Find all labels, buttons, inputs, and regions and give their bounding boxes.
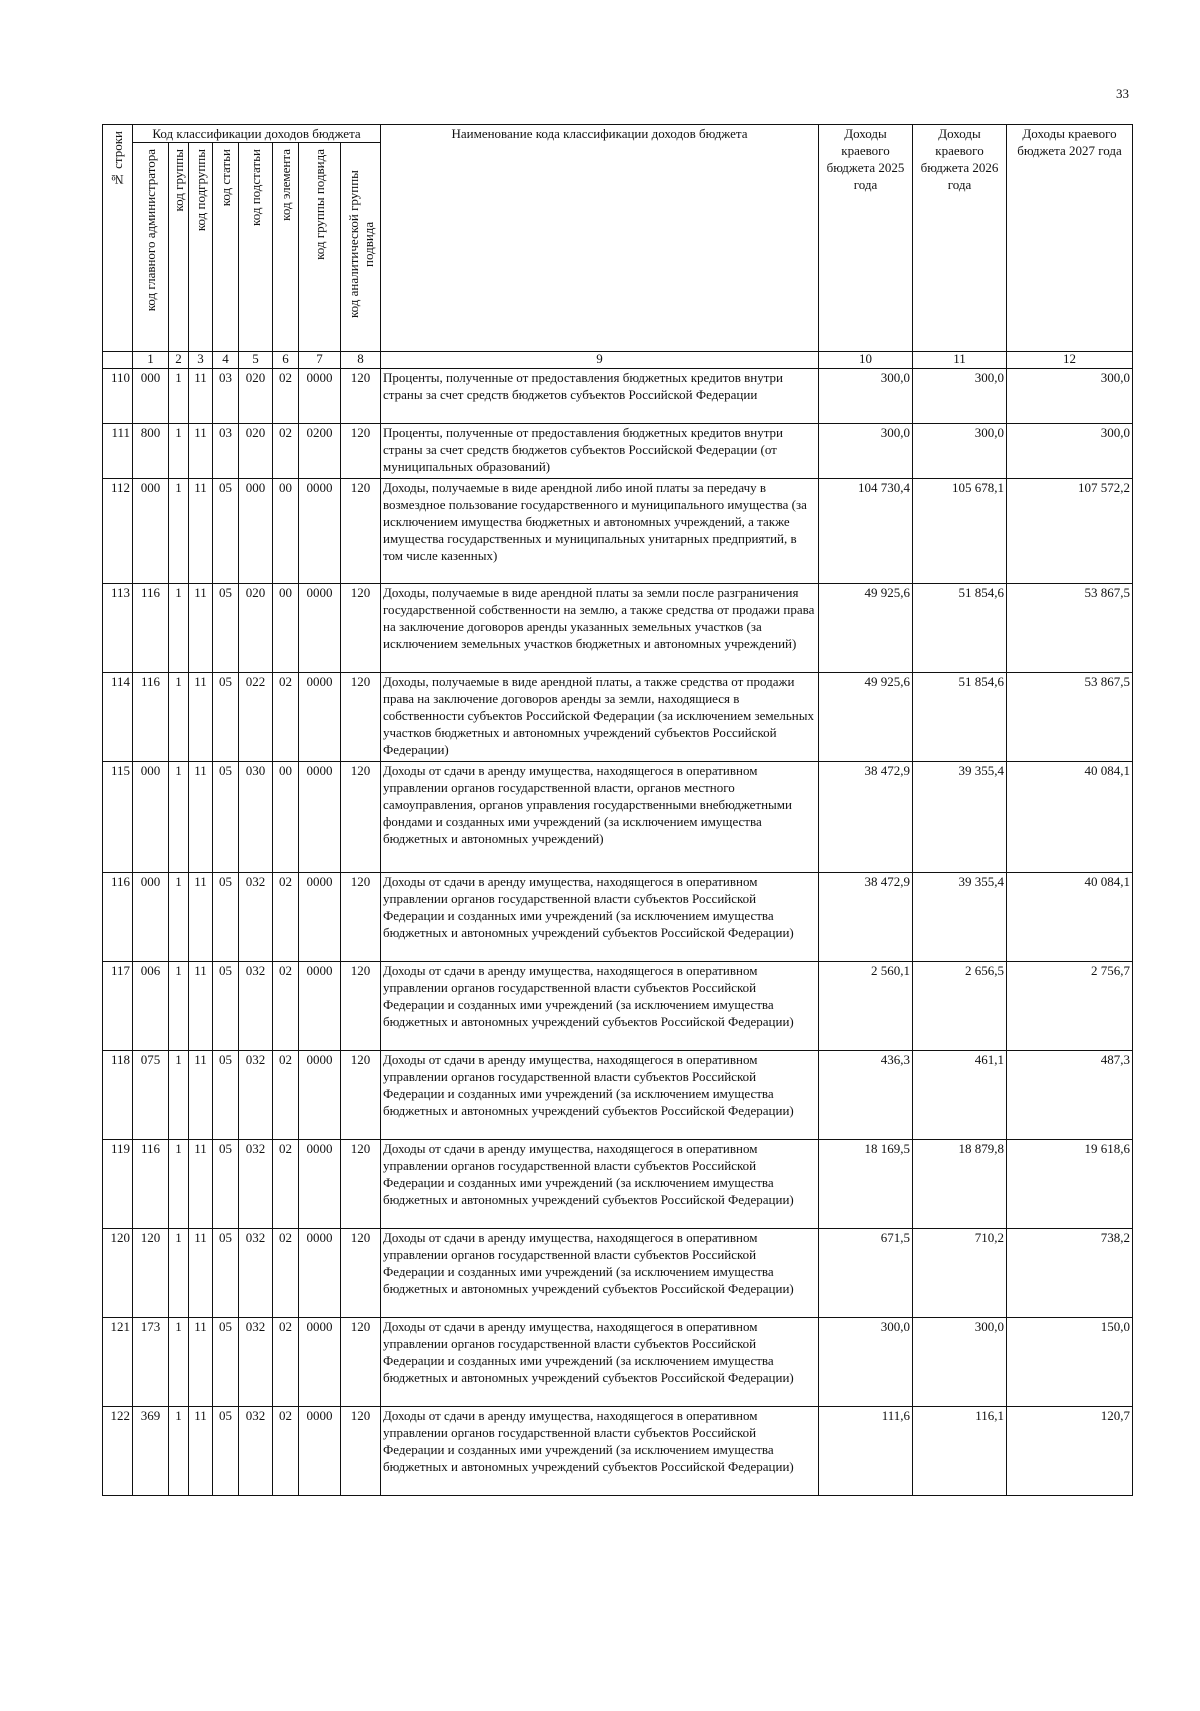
amount-2026: 461,1 <box>913 1051 1007 1140</box>
code-subgroup: 11 <box>189 762 213 873</box>
code-analytic-group: 120 <box>341 424 381 479</box>
code-element: 02 <box>273 1407 299 1496</box>
code-subarticle: 000 <box>239 479 273 584</box>
row-number: 122 <box>103 1407 133 1496</box>
code-subgroup: 11 <box>189 369 213 424</box>
row-number: 110 <box>103 369 133 424</box>
code-subtype-group: 0000 <box>299 962 341 1051</box>
table-row <box>103 424 1133 479</box>
amount-2025: 300,0 <box>819 369 913 424</box>
code-subgroup: 11 <box>189 1318 213 1407</box>
amount-2026: 300,0 <box>913 369 1007 424</box>
amount-2027: 19 618,6 <box>1007 1140 1133 1229</box>
code-element: 00 <box>273 479 299 584</box>
column-numbers-row <box>103 352 1133 369</box>
code-subarticle: 020 <box>239 369 273 424</box>
amount-2027: 120,7 <box>1007 1407 1133 1496</box>
code-analytic-group: 120 <box>341 873 381 962</box>
code-element: 02 <box>273 1051 299 1140</box>
code-admin: 000 <box>133 479 169 584</box>
code-subtype-group: 0000 <box>299 1140 341 1229</box>
code-article: 05 <box>213 762 239 873</box>
row-number: 114 <box>103 673 133 762</box>
table-row <box>103 1407 1133 1496</box>
code-admin: 120 <box>133 1229 169 1318</box>
code-subtype-group: 0000 <box>299 762 341 873</box>
column-number: 5 <box>239 352 273 369</box>
column-number: 9 <box>381 352 819 369</box>
code-subgroup: 11 <box>189 673 213 762</box>
amount-2026: 39 355,4 <box>913 762 1007 873</box>
table-row <box>103 1229 1133 1318</box>
code-analytic-group: 120 <box>341 1140 381 1229</box>
code-element: 02 <box>273 1318 299 1407</box>
code-subgroup: 11 <box>189 1140 213 1229</box>
row-number-header: № строки <box>103 125 133 352</box>
code-subgroup: 11 <box>189 424 213 479</box>
code-group: 1 <box>169 369 189 424</box>
code-subtype-group: 0000 <box>299 1318 341 1407</box>
column-number: 6 <box>273 352 299 369</box>
code-group: 1 <box>169 1318 189 1407</box>
classification-group-header: Код классификации доходов бюджета <box>133 125 381 143</box>
amount-2026: 116,1 <box>913 1407 1007 1496</box>
amount-2025: 2 560,1 <box>819 962 913 1051</box>
column-number: 1 <box>133 352 169 369</box>
code-subgroup: 11 <box>189 1051 213 1140</box>
code-analytic-group: 120 <box>341 584 381 673</box>
code-subarticle: 032 <box>239 1318 273 1407</box>
column-number: 8 <box>341 352 381 369</box>
code-element: 02 <box>273 1229 299 1318</box>
row-number: 117 <box>103 962 133 1051</box>
sum-2026-header: Доходы краевого бюджета 2026 года <box>913 125 1007 352</box>
code-subtype-group: 0200 <box>299 424 341 479</box>
row-number: 118 <box>103 1051 133 1140</box>
amount-2027: 107 572,2 <box>1007 479 1133 584</box>
table-row <box>103 1140 1133 1229</box>
code-analytic-group: 120 <box>341 673 381 762</box>
revenue-name: Доходы от сдачи в аренду имущества, находящегося в оперативном управлении органов государственной власти субъектов Российской Федерации и созданных ими учреждений (за исключением имущества бюджетных и автономных учреждений субъектов Российской Федерации) <box>381 873 819 962</box>
revenue-name: Доходы от сдачи в аренду имущества, находящегося в оперативном управлении органов государственной власти, органов местного самоуправления, органов управления государственными внебюджетными фондами и созданных ими учреждений (за исключением имущества бюджетных и автономных учреждений) <box>381 762 819 873</box>
code-admin: 000 <box>133 762 169 873</box>
amount-2025: 111,6 <box>819 1407 913 1496</box>
code-subgroup: 11 <box>189 962 213 1051</box>
amount-2027: 300,0 <box>1007 369 1133 424</box>
amount-2027: 300,0 <box>1007 424 1133 479</box>
code-subgroup: 11 <box>189 1407 213 1496</box>
table-row <box>103 584 1133 673</box>
revenue-name: Доходы от сдачи в аренду имущества, находящегося в оперативном управлении органов государственной власти субъектов Российской Федерации и созданных ими учреждений (за исключением имущества бюджетных и автономных учреждений субъектов Российской Федерации) <box>381 1051 819 1140</box>
code-subgroup: 11 <box>189 479 213 584</box>
code-subtype-group: 0000 <box>299 369 341 424</box>
code-analytic-group: 120 <box>341 1051 381 1140</box>
code-group: 1 <box>169 1229 189 1318</box>
amount-2025: 671,5 <box>819 1229 913 1318</box>
amount-2025: 38 472,9 <box>819 873 913 962</box>
code-group: 1 <box>169 424 189 479</box>
code-element: 02 <box>273 1140 299 1229</box>
code-subgroup: 11 <box>189 584 213 673</box>
code-article: 05 <box>213 873 239 962</box>
code-admin: 116 <box>133 1140 169 1229</box>
code-group: 1 <box>169 1051 189 1140</box>
code-subarticle: 032 <box>239 1229 273 1318</box>
amount-2025: 436,3 <box>819 1051 913 1140</box>
row-number: 121 <box>103 1318 133 1407</box>
code-group: 1 <box>169 762 189 873</box>
code-subarticle: 032 <box>239 1407 273 1496</box>
code-analytic-group: 120 <box>341 962 381 1051</box>
row-number: 119 <box>103 1140 133 1229</box>
code-subarticle: 032 <box>239 1140 273 1229</box>
code-subtype-group: 0000 <box>299 673 341 762</box>
code-element: 02 <box>273 369 299 424</box>
code-group: 1 <box>169 673 189 762</box>
code-header-subtype-group: код группы подвида <box>299 143 341 352</box>
code-subgroup: 11 <box>189 873 213 962</box>
budget-revenue-table <box>102 124 1133 1496</box>
code-article: 05 <box>213 1318 239 1407</box>
table-row <box>103 873 1133 962</box>
code-header-admin: код главного администратора <box>133 143 169 352</box>
code-analytic-group: 120 <box>341 1407 381 1496</box>
revenue-name: Проценты, полученные от предоставления бюджетных кредитов внутри страны за счет средств бюджетов субъектов Российской Федерации (от муниципальных образований) <box>381 424 819 479</box>
code-analytic-group: 120 <box>341 762 381 873</box>
page-number: 33 <box>1116 86 1129 101</box>
code-header-element: код элемента <box>273 143 299 352</box>
amount-2026: 300,0 <box>913 1318 1007 1407</box>
amount-2025: 104 730,4 <box>819 479 913 584</box>
table-row <box>103 1051 1133 1140</box>
column-number: 11 <box>913 352 1007 369</box>
revenue-name: Доходы от сдачи в аренду имущества, находящегося в оперативном управлении органов государственной власти субъектов Российской Федерации и созданных ими учреждений (за исключением имущества бюджетных и автономных учреждений субъектов Российской Федерации) <box>381 1140 819 1229</box>
code-article: 05 <box>213 479 239 584</box>
row-number: 115 <box>103 762 133 873</box>
amount-2027: 53 867,5 <box>1007 673 1133 762</box>
code-group: 1 <box>169 584 189 673</box>
revenue-name: Проценты, полученные от предоставления бюджетных кредитов внутри страны за счет средств бюджетов субъектов Российской Федерации <box>381 369 819 424</box>
code-article: 05 <box>213 962 239 1051</box>
code-admin: 000 <box>133 873 169 962</box>
amount-2026: 300,0 <box>913 424 1007 479</box>
table-row <box>103 479 1133 584</box>
revenue-name: Доходы от сдачи в аренду имущества, находящегося в оперативном управлении органов государственной власти субъектов Российской Федерации и созданных ими учреждений (за исключением имущества бюджетных и автономных учреждений субъектов Российской Федерации) <box>381 1229 819 1318</box>
amount-2027: 738,2 <box>1007 1229 1133 1318</box>
code-analytic-group: 120 <box>341 1229 381 1318</box>
code-article: 05 <box>213 1051 239 1140</box>
amount-2026: 710,2 <box>913 1229 1007 1318</box>
code-article: 05 <box>213 1229 239 1318</box>
amount-2027: 2 756,7 <box>1007 962 1133 1051</box>
amount-2027: 40 084,1 <box>1007 873 1133 962</box>
code-admin: 369 <box>133 1407 169 1496</box>
column-number: 2 <box>169 352 189 369</box>
amount-2026: 105 678,1 <box>913 479 1007 584</box>
code-article: 05 <box>213 1140 239 1229</box>
sum-2027-header: Доходы краевого бюджета 2027 года <box>1007 125 1133 352</box>
column-number <box>103 352 133 369</box>
revenue-name: Доходы, получаемые в виде арендной платы за земли после разграничения государственной собственности на землю, а также средства от продажи права на заключение договоров аренды указанных земельных участков (за исключением земельных участков бюджетных и автономных учреждений) <box>381 584 819 673</box>
amount-2026: 18 879,8 <box>913 1140 1007 1229</box>
amount-2027: 150,0 <box>1007 1318 1133 1407</box>
code-group: 1 <box>169 873 189 962</box>
table-row <box>103 1318 1133 1407</box>
revenue-name: Доходы от сдачи в аренду имущества, находящегося в оперативном управлении органов государственной власти субъектов Российской Федерации и созданных ими учреждений (за исключением имущества бюджетных и автономных учреждений субъектов Российской Федерации) <box>381 1318 819 1407</box>
code-element: 00 <box>273 584 299 673</box>
code-header-subarticle: код подстатьи <box>239 143 273 352</box>
column-number: 4 <box>213 352 239 369</box>
code-subarticle: 032 <box>239 1051 273 1140</box>
column-number: 10 <box>819 352 913 369</box>
code-article: 03 <box>213 369 239 424</box>
code-subarticle: 020 <box>239 584 273 673</box>
code-subarticle: 032 <box>239 962 273 1051</box>
row-number: 112 <box>103 479 133 584</box>
code-admin: 000 <box>133 369 169 424</box>
code-analytic-group: 120 <box>341 369 381 424</box>
column-number: 7 <box>299 352 341 369</box>
sum-2025-header: Доходы краевого бюджета 2025 года <box>819 125 913 352</box>
amount-2026: 2 656,5 <box>913 962 1007 1051</box>
code-analytic-group: 120 <box>341 479 381 584</box>
code-article: 05 <box>213 673 239 762</box>
code-admin: 116 <box>133 673 169 762</box>
code-group: 1 <box>169 962 189 1051</box>
code-subtype-group: 0000 <box>299 1229 341 1318</box>
code-subarticle: 020 <box>239 424 273 479</box>
row-number: 111 <box>103 424 133 479</box>
code-subarticle: 030 <box>239 762 273 873</box>
code-element: 00 <box>273 762 299 873</box>
code-subgroup: 11 <box>189 1229 213 1318</box>
code-header-subgroup: код подгруппы <box>189 143 213 352</box>
amount-2027: 40 084,1 <box>1007 762 1133 873</box>
code-article: 05 <box>213 1407 239 1496</box>
name-column-header: Наименование кода классификации доходов бюджета <box>381 125 819 352</box>
code-header-analytic-group: код аналитической группы подвида <box>341 143 381 352</box>
code-group: 1 <box>169 1140 189 1229</box>
code-header-article: код статьи <box>213 143 239 352</box>
code-subtype-group: 0000 <box>299 873 341 962</box>
table-row <box>103 673 1133 762</box>
table-header <box>103 125 1133 369</box>
code-header-group: код группы <box>169 143 189 352</box>
code-analytic-group: 120 <box>341 1318 381 1407</box>
revenue-name: Доходы, получаемые в виде арендной платы, а также средства от продажи права на заключение договоров аренды за земли, находящиеся в собственности субъектов Российской Федерации (за исключением земельных участков бюджетных и автономных учреждений субъектов Российской Федерации) <box>381 673 819 762</box>
row-number: 116 <box>103 873 133 962</box>
amount-2027: 53 867,5 <box>1007 584 1133 673</box>
code-subtype-group: 0000 <box>299 479 341 584</box>
revenue-name: Доходы от сдачи в аренду имущества, находящегося в оперативном управлении органов государственной власти субъектов Российской Федерации и созданных ими учреждений (за исключением имущества бюджетных и автономных учреждений субъектов Российской Федерации) <box>381 962 819 1051</box>
column-number: 3 <box>189 352 213 369</box>
table-body <box>103 369 1133 1496</box>
amount-2025: 300,0 <box>819 1318 913 1407</box>
amount-2025: 38 472,9 <box>819 762 913 873</box>
code-element: 02 <box>273 673 299 762</box>
code-subtype-group: 0000 <box>299 584 341 673</box>
code-subarticle: 032 <box>239 873 273 962</box>
table-row <box>103 962 1133 1051</box>
table-row <box>103 762 1133 873</box>
code-group: 1 <box>169 1407 189 1496</box>
budget-revenue-sheet <box>102 124 1132 1496</box>
code-article: 03 <box>213 424 239 479</box>
amount-2026: 51 854,6 <box>913 584 1007 673</box>
column-number: 12 <box>1007 352 1133 369</box>
code-group: 1 <box>169 479 189 584</box>
code-subtype-group: 0000 <box>299 1407 341 1496</box>
code-subarticle: 022 <box>239 673 273 762</box>
code-admin: 116 <box>133 584 169 673</box>
row-number: 120 <box>103 1229 133 1318</box>
amount-2025: 300,0 <box>819 424 913 479</box>
amount-2026: 39 355,4 <box>913 873 1007 962</box>
amount-2025: 49 925,6 <box>819 584 913 673</box>
revenue-name: Доходы от сдачи в аренду имущества, находящегося в оперативном управлении органов государственной власти субъектов Российской Федерации и созданных ими учреждений (за исключением имущества бюджетных и автономных учреждений субъектов Российской Федерации) <box>381 1407 819 1496</box>
table-row <box>103 369 1133 424</box>
code-admin: 075 <box>133 1051 169 1140</box>
code-element: 02 <box>273 873 299 962</box>
code-element: 02 <box>273 424 299 479</box>
amount-2026: 51 854,6 <box>913 673 1007 762</box>
revenue-name: Доходы, получаемые в виде арендной либо иной платы за передачу в возмездное пользование государственного и муниципального имущества (за исключением имущества бюджетных и автономных учреждений, а также имущества государственных и муниципальных унитарных предприятий, в том числе казенных) <box>381 479 819 584</box>
amount-2025: 18 169,5 <box>819 1140 913 1229</box>
code-admin: 800 <box>133 424 169 479</box>
code-admin: 173 <box>133 1318 169 1407</box>
row-number: 113 <box>103 584 133 673</box>
amount-2025: 49 925,6 <box>819 673 913 762</box>
code-element: 02 <box>273 962 299 1051</box>
code-admin: 006 <box>133 962 169 1051</box>
code-article: 05 <box>213 584 239 673</box>
amount-2027: 487,3 <box>1007 1051 1133 1140</box>
code-subtype-group: 0000 <box>299 1051 341 1140</box>
